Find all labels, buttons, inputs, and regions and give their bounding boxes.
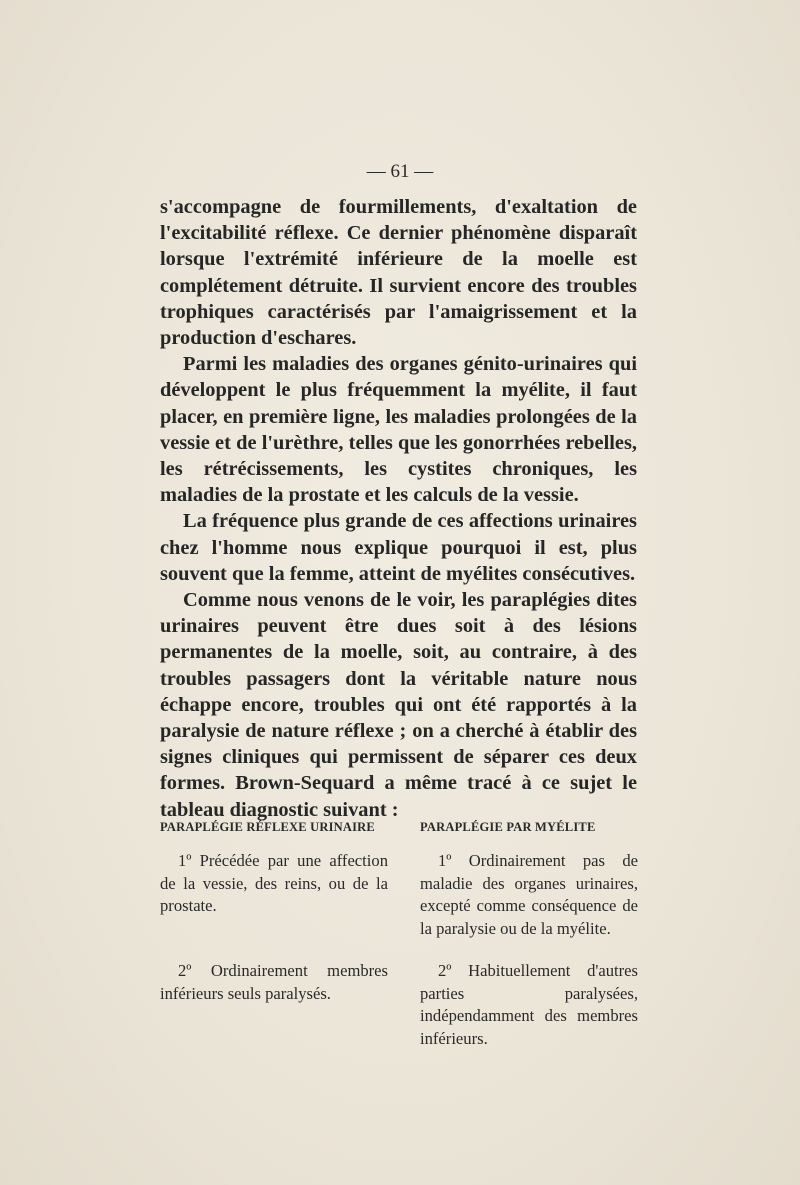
myelitis-item-2: 2º Habituellement d'autres parties paralysées, indépendamment des membres inférieurs. bbox=[420, 961, 638, 1048]
myelitis-paraplegia-header: PARAPLÉGIE PAR MYÉLITE bbox=[420, 820, 596, 834]
paragraph-1: s'accompagne de fourmillements, d'exaltation de l'excitabilité réflexe. Ce dernier phénomène disparaît lorsque l'extrémité inférieure de la moelle est complétement détruite. Il survient encore des troubles trophiques caractérisés par l'amaigrissement et la production d'eschares. bbox=[160, 196, 637, 350]
paragraph-4: Comme nous venons de le voir, les paraplégies dites urinaires peuvent être dues soit à des lésions permanentes de la moelle, soit, au contraire, à des troubles passagers dont la véritable nature nous échappe encore, troubles qui ont été rapportés à la paralysie de nature réflexe ; on a cherché à établir des signes cliniques qui permissent de séparer ces deux formes. Brown-Sequard a même tracé à ce sujet le tableau diagnostic suivant : bbox=[160, 589, 637, 821]
paragraph-2: Parmi les maladies des organes génito-urinaires qui développent le plus fréquemment la myélite, il faut placer, en première ligne, les maladies prolongées de la vessie et de l'urèthre, telles que les gonorrhées rebelles, les rétrécissements, les cystites chroniques, les maladies de la prostate et les calculs de la vessie. bbox=[160, 353, 637, 507]
reflex-paraplegia-header: PARAPLÉGIE RÉFLEXE URINAIRE bbox=[160, 820, 375, 834]
reflex-item-2: 2º Ordinairement membres inférieurs seuls paralysés. bbox=[160, 961, 388, 1003]
paragraph-3: La fréquence plus grande de ces affections urinaires chez l'homme nous explique pourquoi il est, plus souvent que la femme, atteint de myélites consécutives. bbox=[160, 510, 637, 585]
body-text bbox=[160, 194, 637, 823]
page-number: — 61 — bbox=[366, 161, 434, 182]
reflex-paraplegia-column bbox=[160, 820, 388, 1003]
myelitis-paraplegia-column bbox=[420, 820, 638, 1048]
reflex-item-1: 1º Précédée par une affection de la vessie, des reins, ou de la prostate. bbox=[160, 851, 388, 916]
myelitis-item-1: 1º Ordinairement pas de maladie des organes urinaires, excepté comme conséquence de la paralysie ou de la myélite. bbox=[420, 851, 638, 938]
